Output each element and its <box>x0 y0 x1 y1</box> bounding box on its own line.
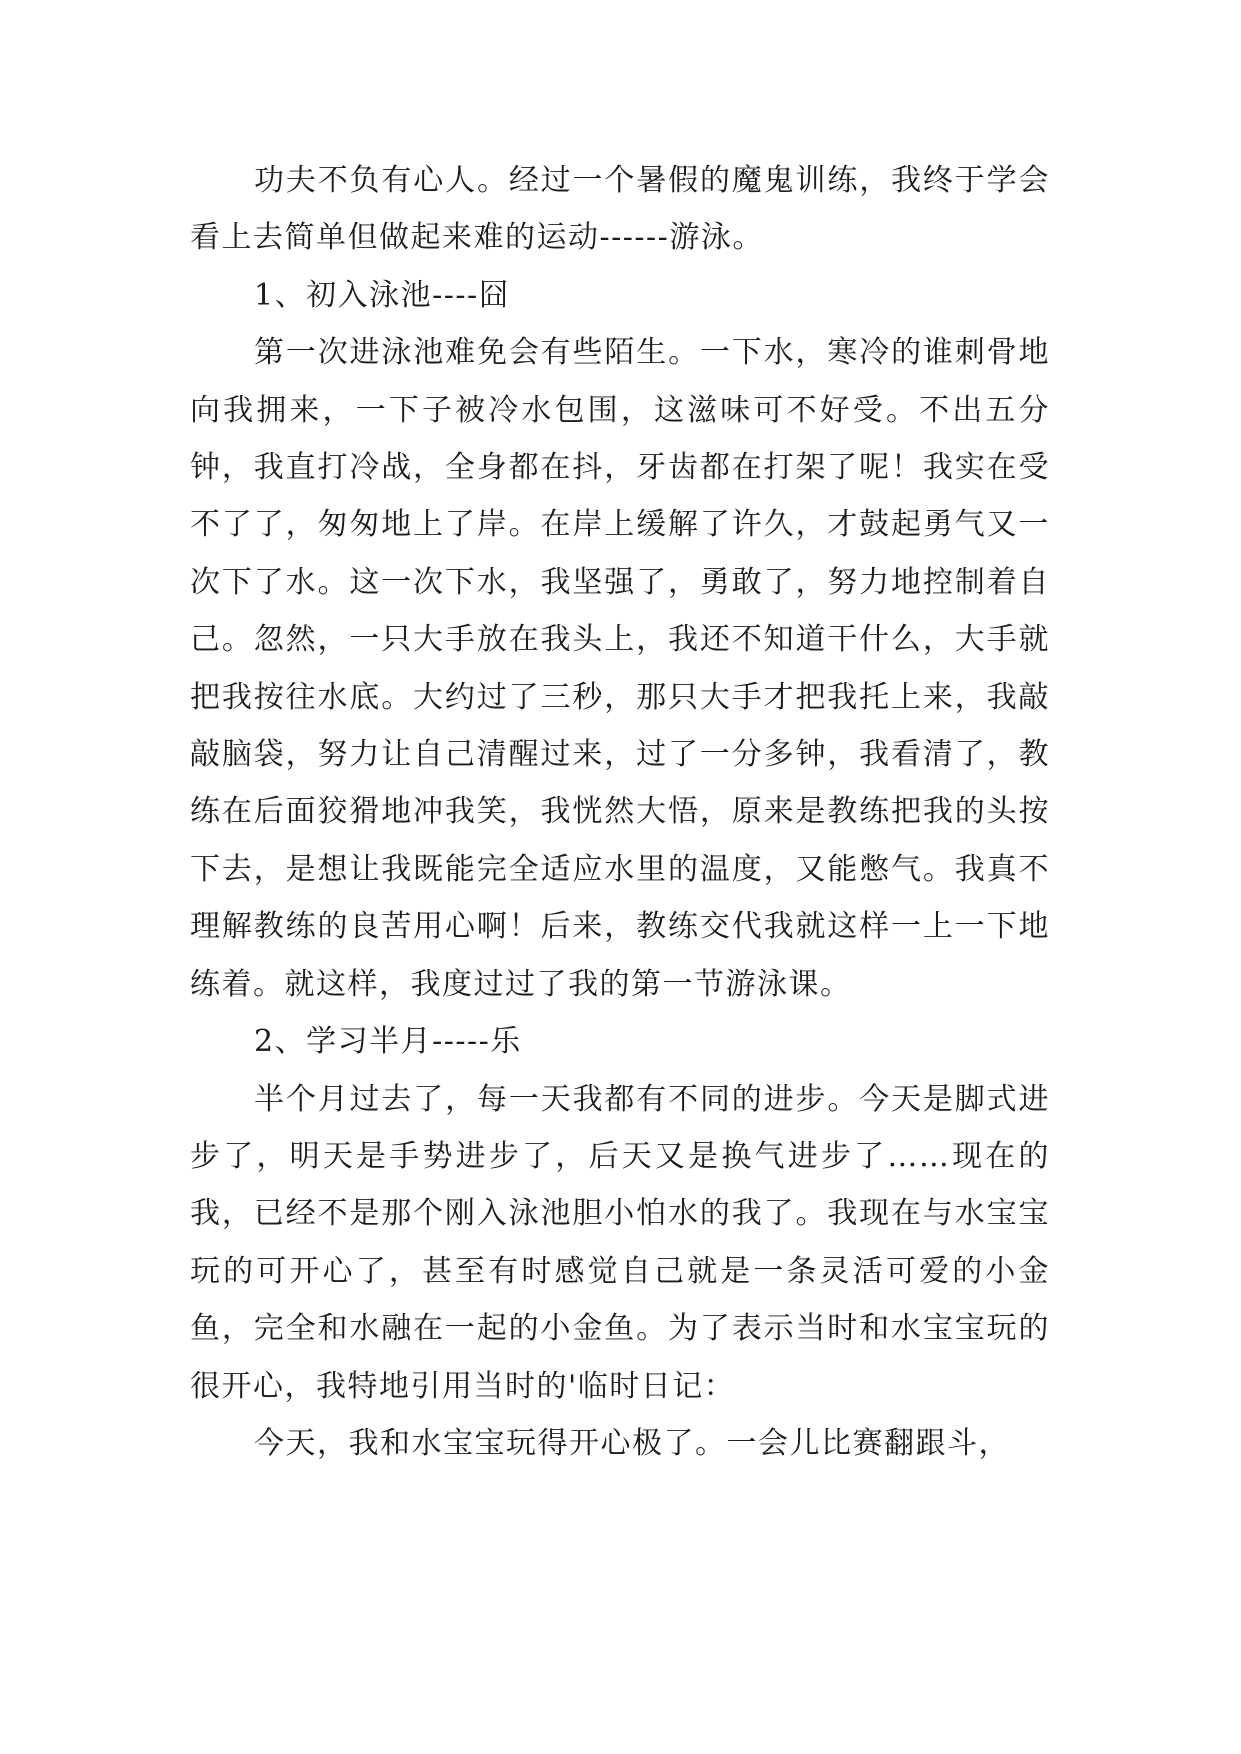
paragraph-intro: 功夫不负有心人。经过一个暑假的魔鬼训练，我终于学会看上去简单但做起来难的运动------游泳。 <box>190 163 1050 256</box>
section-heading-1: 1、初入泳池----囧 <box>254 277 511 313</box>
paragraph-first-lesson: 第一次进泳池难免会有些陌生。一下水，寒冷的谁刺骨地向我拥来，一下子被冷水包围，这滋味可不好受。不出五分钟，我直打冷战，全身都在抖，牙齿都在打架了呢！我实在受不了了，匆匆地上了岸。在岸上缓解了许久，才鼓起勇气又一次下了水。这一次下水，我坚强了，勇敢了，努力地控制着自己。忽然，一只大手放在我头上，我还不知道干什么，大手就把我按往水底。大约过了三秒，那只大手才把我托上来，我敲敲脑袋，努力让自己清醒过来，过了一分多钟，我看清了，教练在后面狡猾地冲我笑，我恍然大悟，原来是教练把我的头按下去，是想让我既能完全适应水里的温度，又能憋气。我真不理解教练的良苦用心啊！后来，教练交代我就这样一上一下地练着。就这样，我度过过了我的第一节游泳课。 <box>190 335 1050 1002</box>
section-heading-2: 2、学习半月-----乐 <box>254 1024 522 1060</box>
paragraph-half-month: 半个月过去了，每一天我都有不同的进步。今天是脚式进步了，明天是手势进步了，后天又是换气进步了……现在的我，已经不是那个刚入泳池胆小怕水的我了。我现在与水宝宝玩的可开心了，甚至有时感觉自己就是一条灵活可爱的小金鱼，完全和水融在一起的小金鱼。为了表示当时和水宝宝玩的很开心，我特地引用当时的'临时日记： <box>190 1081 1050 1404</box>
paragraph-diary: 今天，我和水宝宝玩得开心极了。一会儿比赛翻跟斗， <box>254 1425 1010 1461</box>
document-body <box>190 152 1050 1472</box>
